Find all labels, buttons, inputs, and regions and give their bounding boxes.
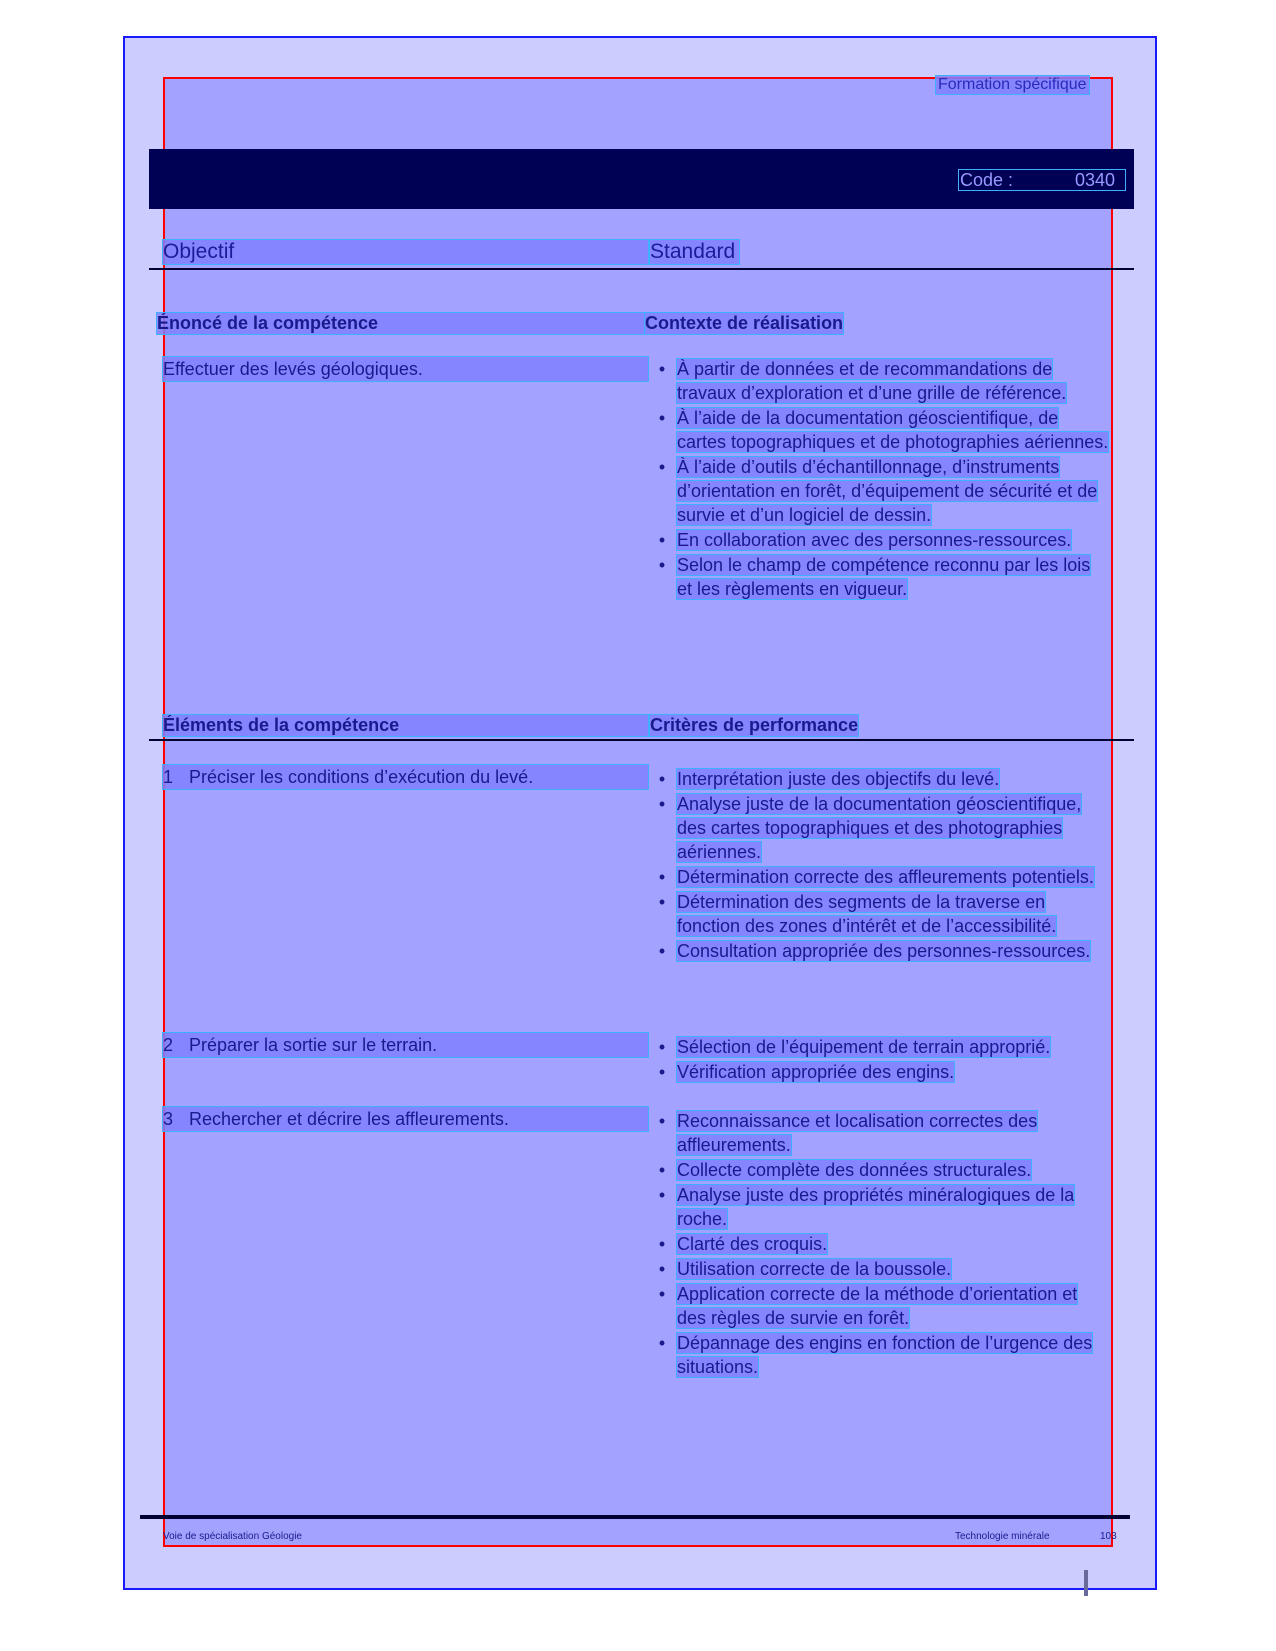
list-item: • Utilisation correcte de la boussole. — [658, 1259, 952, 1279]
list-item: • Dépannage des engins en fonction de l’urgence des situations. — [658, 1333, 1093, 1377]
page-marker — [1084, 1570, 1088, 1596]
list-item: • Sélection de l’équipement de terrain approprié. — [658, 1037, 1051, 1057]
list-item: • Détermination correcte des affleurements potentiels. — [658, 867, 1094, 887]
list-item: • Application correcte de la méthode d’orientation et des règles de survie en forêt. — [658, 1284, 1078, 1328]
divider-middle — [149, 739, 1134, 741]
competence-statement-title: Énoncé de la compétence — [157, 313, 645, 334]
list-item: • Analyse juste de la documentation géoscientifique, des cartes topographiques et des photographies aériennes. — [658, 794, 1082, 862]
criteria-list-1 — [655, 767, 1110, 964]
element-1 — [163, 765, 648, 789]
list-item: • Clarté des croquis. — [658, 1234, 828, 1254]
list-item: • Collecte complète des données structurales. — [658, 1160, 1032, 1180]
list-item: • En collaboration avec des personnes-ressources. — [658, 530, 1072, 550]
competence-statement: Effectuer des levés géologiques. — [163, 357, 648, 381]
list-item: • À l’aide d’outils d’échantillonnage, d’instruments d’orientation en forêt, d’équipement de sécurité et de survie et d’un logiciel de dessin. — [658, 457, 1098, 525]
element-number: 2 — [163, 1035, 174, 1055]
column-title-standard: Standard — [650, 240, 739, 264]
list-item: • Détermination des segments de la traverse en fonction des zones d’intérêt et de l’accessibilité. — [658, 892, 1057, 936]
list-item: • Interprétation juste des objectifs du levé. — [658, 769, 1000, 789]
list-item: • Selon le champ de compétence reconnu par les lois et les règlements en vigueur. — [658, 555, 1091, 599]
criteria-list-3 — [655, 1109, 1110, 1380]
elements-title: Éléments de la compétence — [163, 715, 648, 736]
list-item: • Consultation appropriée des personnes-ressources. — [658, 941, 1091, 961]
criteria-list-2 — [655, 1035, 1110, 1085]
footer-rule — [140, 1515, 1130, 1519]
code-label: Code : — [960, 170, 1014, 190]
element-text: Rechercher et décrire les affleurements. — [189, 1109, 509, 1129]
element-text: Préciser les conditions d’exécution du levé. — [189, 767, 534, 787]
footer-right: Technologie minérale — [955, 1531, 1050, 1542]
list-item: • Analyse juste des propriétés minéralogiques de la roche. — [658, 1185, 1075, 1229]
footer-page-number: 103 — [1100, 1531, 1117, 1542]
criteria-title: Critères de performance — [650, 715, 859, 735]
context-list — [655, 357, 1110, 602]
list-item: • À l’aide de la documentation géoscientifique, de cartes topographiques et de photographies aériennes. — [658, 408, 1109, 452]
list-item: • Reconnaissance et localisation correctes des affleurements. — [658, 1111, 1038, 1155]
list-item: • À partir de données et de recommandations de travaux d’exploration et d’une grille de référence. — [658, 359, 1067, 403]
element-number: 3 — [163, 1109, 174, 1129]
element-3 — [163, 1107, 648, 1131]
code-value: 0340 — [1075, 170, 1116, 190]
column-title-objectif: Objectif — [163, 240, 648, 264]
header-section-label: Formation spécifique — [938, 76, 1087, 93]
divider-top — [149, 268, 1134, 270]
element-2 — [163, 1033, 648, 1057]
list-item: • Vérification appropriée des engins. — [658, 1062, 955, 1082]
element-number: 1 — [163, 767, 174, 787]
footer-left: Voie de spécialisation Géologie — [163, 1531, 302, 1542]
context-title: Contexte de réalisation — [645, 313, 844, 333]
element-text: Préparer la sortie sur le terrain. — [189, 1035, 438, 1055]
